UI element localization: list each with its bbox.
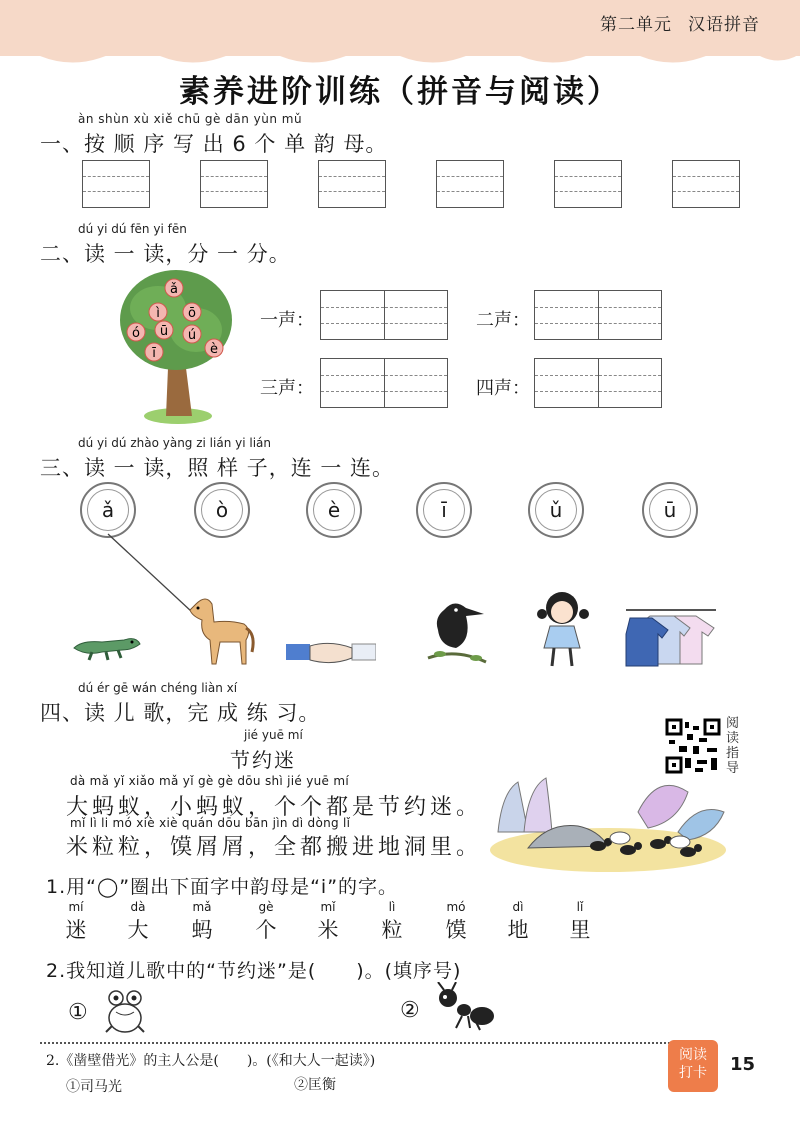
char-hanzi: 个 (255, 918, 277, 942)
badge-line-1: 阅读 (679, 1047, 707, 1063)
tone1-label: 一声： (260, 310, 314, 331)
unit-topic: 汉语拼音 (688, 15, 760, 35)
char-pinyin: mǐ (320, 900, 336, 914)
unit-number: 第二单元 (600, 15, 672, 35)
tree-letter-5: ū (159, 324, 169, 339)
char-pinyin: dà (130, 900, 146, 914)
crocodile-icon[interactable] (72, 626, 142, 666)
unit-label (584, 10, 760, 35)
char-hanzi: 粒 (381, 918, 403, 942)
answer-box-6[interactable] (672, 160, 740, 208)
char-item-9[interactable] (550, 900, 610, 944)
tone4-label: 四声： (476, 378, 530, 399)
q2-pinyin: dú yi dú fēn yi fēn (78, 222, 187, 236)
char-hanzi: 地 (507, 918, 529, 942)
handshake-icon[interactable] (286, 636, 376, 670)
sub-question-2: 2.我知道儿歌中的“节约迷”是( )。(填序号) (46, 960, 462, 982)
char-hanzi: 迷 (65, 918, 87, 942)
char-hanzi: 馍 (445, 918, 467, 942)
qr-code-icon[interactable] (665, 718, 721, 774)
char-pinyin: lǐ (576, 900, 584, 914)
char-hanzi: 米 (317, 918, 339, 942)
char-item-4[interactable] (236, 900, 296, 944)
ants-illustration (488, 772, 728, 872)
badge-line-2: 打卡 (679, 1065, 707, 1081)
footer-option-2[interactable]: ②匡衡 (294, 1077, 336, 1093)
poem-line2-pinyin: mǐ lì li mó xiè xiè quán dōu bān jìn dì dòng lǐ (70, 816, 351, 830)
q3-text: 三、读 一 读，照 样 子，连 一 连。 (40, 456, 395, 480)
char-item-2[interactable] (108, 900, 168, 944)
tree-letter-1: ǎ (170, 282, 178, 297)
sub-question-1: 1.用“◯”圈出下面字中韵母是“i”的字。 (46, 876, 399, 898)
page-title: 素养进阶训练（拼音与阅读） (179, 74, 621, 110)
poem-line1: 大蚂蚁，小蚂蚁，个个都是节约迷。 (66, 795, 483, 820)
poem-line2: 米粒粒，馍屑屑，全都搬进地洞里。 (66, 835, 483, 860)
girl-icon[interactable] (532, 586, 594, 670)
char-pinyin: mǎ (192, 900, 212, 914)
option-2-label[interactable]: ② (400, 998, 420, 1023)
letter-2: ò (201, 489, 243, 531)
footer-option-1[interactable]: ①司马光 (66, 1079, 122, 1095)
header-wave (0, 44, 800, 68)
tone2-grid[interactable] (534, 290, 662, 340)
letter-circle-6[interactable] (642, 482, 698, 538)
crow-icon[interactable] (426, 596, 488, 670)
char-hanzi: 蚂 (191, 918, 213, 942)
option-1-label[interactable]: ① (68, 1000, 88, 1025)
char-pinyin: lì (388, 900, 396, 914)
char-hanzi: 大 (127, 918, 149, 942)
char-pinyin: mó (446, 900, 466, 914)
qr-label: 阅读指导 (726, 716, 740, 776)
q4-pinyin: dú ér gē wán chéng liàn xí (78, 681, 238, 695)
footer-divider (40, 1042, 670, 1044)
q4-text: 四、读 儿 歌，完 成 练 习。 (40, 701, 321, 725)
tree-letter-2: ì (156, 306, 160, 321)
example-connection-line (100, 530, 200, 620)
poem-title-pinyin: jié yuē mí (244, 728, 303, 742)
footer-question: 2.《凿壁借光》的主人公是( )。(《和大人一起读》) (46, 1053, 376, 1069)
tree-letter-4: ó (132, 326, 140, 341)
poem-title: 节约迷 (230, 748, 296, 772)
letter-3: è (313, 489, 355, 531)
char-item-8[interactable] (488, 900, 548, 944)
char-item-1[interactable] (46, 900, 106, 944)
q1-text: 一、按 顺 序 写 出 6 个 单 韵 母。 (40, 132, 388, 156)
answer-box-5[interactable] (554, 160, 622, 208)
frog-icon[interactable] (100, 986, 150, 1036)
char-item-6[interactable] (362, 900, 422, 944)
tone1-grid[interactable] (320, 290, 448, 340)
tree-letter-8: ī (152, 346, 156, 361)
answer-box-1[interactable] (82, 160, 150, 208)
letter-6: ū (649, 489, 691, 531)
clothes-icon[interactable] (624, 606, 718, 670)
letter-4: ī (423, 489, 465, 531)
char-pinyin: mí (68, 900, 84, 914)
answer-box-3[interactable] (318, 160, 386, 208)
letter-circle-2[interactable] (194, 482, 250, 538)
char-item-5[interactable] (298, 900, 358, 944)
q2-text: 二、读 一 读，分 一 分。 (40, 242, 291, 266)
tree-letter-7: è (210, 342, 218, 357)
char-pinyin: gè (258, 900, 274, 914)
tree-letter-6: ú (187, 328, 197, 343)
tone2-label: 二声： (476, 310, 530, 331)
horse-icon[interactable] (186, 594, 256, 668)
letter-circle-4[interactable] (416, 482, 472, 538)
tone3-label: 三声： (260, 378, 314, 399)
char-pinyin: dì (512, 900, 524, 914)
tone4-grid[interactable] (534, 358, 662, 408)
q1-pinyin: àn shùn xù xiě chū gè dān yùn mǔ (78, 112, 303, 126)
char-item-7[interactable] (426, 900, 486, 944)
ant-icon[interactable] (432, 982, 498, 1032)
letter-circle-3[interactable] (306, 482, 362, 538)
char-hanzi: 里 (569, 918, 591, 942)
q3-pinyin: dú yi dú zhào yàng zi lián yi lián (78, 436, 271, 450)
letter-circle-5[interactable] (528, 482, 584, 538)
answer-box-4[interactable] (436, 160, 504, 208)
answer-box-2[interactable] (200, 160, 268, 208)
letter-1: ǎ (87, 489, 129, 531)
reading-checkin-badge[interactable] (668, 1040, 718, 1092)
tree-letter-3: ō (188, 306, 196, 321)
poem-line1-pinyin: dà mǎ yǐ xiǎo mǎ yǐ gè gè dōu shì jié yuē mí (70, 774, 349, 788)
char-item-3[interactable] (172, 900, 232, 944)
letter-5: ǔ (535, 489, 577, 531)
tone3-grid[interactable] (320, 358, 448, 408)
apple-tree-illustration (118, 268, 238, 428)
page-number: 15 (730, 1054, 756, 1075)
